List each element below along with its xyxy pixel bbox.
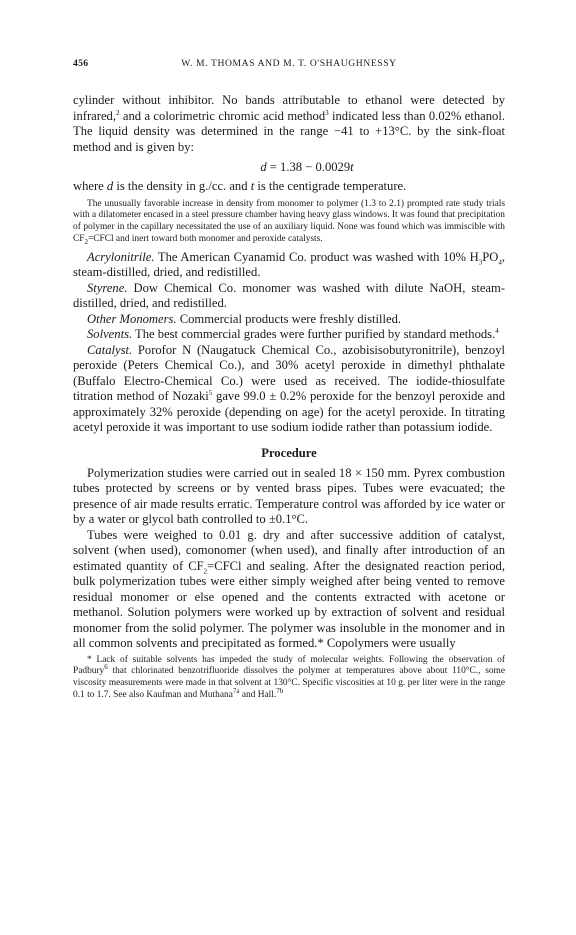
section-heading-procedure: Procedure (261, 445, 317, 460)
paragraph-catalyst: Catalyst. Porofor N (Naugatuck Chemical Co., azobisisobutyronitrile), benzoyl peroxide (Peters Chemical Co.), and 30% acetyl peroxide in dimethyl phthalate (Buffalo Electro-Chemical Co.) were used as received. The iodide-thiosulfate titration method of Nozaki$^5$ gave 99.0 ± 0.2% peroxide for the benzoyl peroxide and approximately 32% peroxide (depending on age) for the acetyl peroxide. In titrating acetyl peroxide it was important to use sodium iodide rather than potassium iodide. (73, 342, 505, 435)
running-title: W. M. THOMAS AND M. T. O'SHAUGHNESSY (181, 58, 397, 69)
ref-5: 5 (208, 389, 213, 397)
ref-7b: 7b (276, 686, 284, 695)
paragraph-styrene: Styrene. Dow Chemical Co. monomer was washed with dilute NaOH, steam-distilled, dried, and redistilled. (73, 280, 505, 311)
ref-7a: 7a (232, 686, 240, 695)
ref-2: 2 (116, 108, 120, 117)
journal-page (73, 58, 505, 702)
page-number: 456 (73, 58, 89, 69)
ref-3: 3 (325, 108, 329, 117)
ref-6: 6 (104, 663, 108, 672)
ref-4: 4 (495, 327, 499, 335)
paragraph-procedure-1: Polymerization studies were carried out in sealed 18 × 150 mm. Pyrex combustion tubes protected by screens or by vented brass pipes. Tubes were evacuated; the presence of air made results erratic. Temperature control was afforded by ice water or by a water or glycol bath controlled to ±0.1°C. (73, 465, 505, 527)
page-header (73, 58, 505, 72)
page-body (73, 93, 505, 702)
paragraph-acrylonitrile: Acrylonitrile. The American Cyanamid Co. product was washed with 10% $H_3PO_4$, steam-distilled, dried, and redistilled. (73, 249, 505, 280)
footnote: * Lack of suitable solvents has impeded the study of molecular weights. Following the observation of Padbury$^6$ that chlorinated benzotrifluoride dissolves the polymer at temperatures above about 110°C., some viscosity measurements were made in that solvent at 130°C. Specific viscosities at 10 g. per liter were in the range 0.1 to 1.7. See also Kaufman and Muthana$^{7a}$ and Hall.$^{7b}$ (73, 654, 505, 701)
paragraph-procedure-2: Tubes were weighed to 0.01 g. dry and after successive addition of catalyst, solvent (when used), comonomer (when used), and finally after introduction of an estimated quantity of $CF_2=CFCl$ and sealing. After the designated reaction period, bulk polymerization tubes were either simply weighed after being vented to remove residual monomer or else opened and the contents extracted with acetone or methanol. Solution polymers were worked up by extraction of solvent and residual monomer from the solid polymer. The polymer was insoluble in the monomer and in all common solvents and precipitated as formed.* Copolymers were usually (73, 527, 506, 651)
paragraph-other-monomers: Other Monomers. Commercial products were freshly distilled. (87, 311, 402, 326)
density-equation: d = 1.38 − 0.0029t (260, 160, 354, 174)
paragraph-ethanol: cylinder without inhibitor. No bands attributable to ethanol were detected by infrared,$^2$ and a colorimetric chromic acid method$^3$ indicated less than 0.02% ethanol. The liquid density was determined in the range −41 to +13°C. by the sink-float method and is given by: (73, 93, 506, 154)
paragraph-dilatometer-note: The unusually favorable increase in density from monomer to polymer (1.3 to 2.1) prompted rate study trials with a dilatometer encased in a steel pressure chamber having heavy glass windows. It was found that precipitation of polymer in the capillary necessitated the use of an auxiliary liquid. None was found which was immiscible with $CF_2=CFCl$ and inert toward both monomer and peroxide catalysts. (73, 198, 505, 246)
paragraph-solvents: Solvents. The best commercial grades were further purified by standard methods.$^4$ (87, 327, 499, 342)
paragraph-where: where d is the density in g./cc. and t is the centigrade temperature. (73, 179, 407, 193)
